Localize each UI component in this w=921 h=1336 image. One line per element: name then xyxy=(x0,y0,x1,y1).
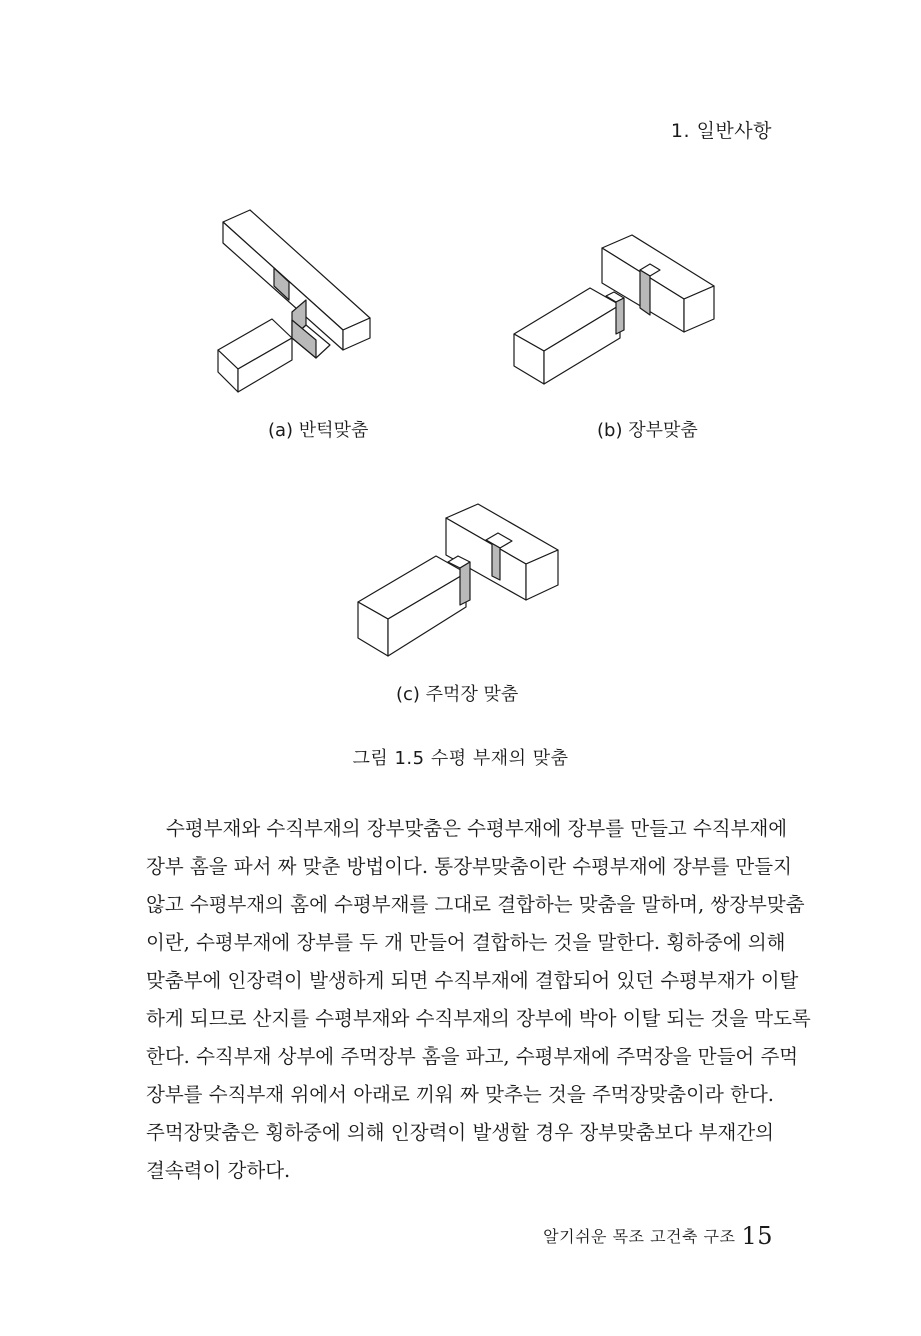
section-header: 1. 일반사항 xyxy=(670,120,772,142)
body-line: 장부 홈을 파서 짜 맞춘 방법이다. 통장부맞춤이란 수평부재에 장부를 만들지 xyxy=(146,855,792,878)
figure-c-label: (c) 주먹장 맞춤 xyxy=(396,684,519,705)
body-line: 맞춤부에 인장력이 발생하게 되면 수직부재에 결합되어 있던 수평부재가 이탈 xyxy=(146,969,799,992)
figure-dovetail-joint xyxy=(352,500,564,662)
body-line: 주먹장맞춤은 횡하중에 의해 인장력이 발생할 경우 장부맞춤보다 부재간의 xyxy=(146,1121,774,1144)
page-number: 15 xyxy=(741,1222,773,1250)
body-line: 한다. 수직부재 상부에 주먹장부 홈을 파고, 수평부재에 주먹장을 만들어 주먹 xyxy=(146,1045,799,1068)
figure-tenon-joint xyxy=(508,230,720,390)
book-title: 알기쉬운 목조 고건축 구조 xyxy=(543,1227,736,1246)
body-line: 않고 수평부재의 홈에 수평부재를 그대로 결합하는 맞춤을 말하며, 쌍장부맞춤 xyxy=(146,893,805,916)
figure-a-label: (a) 반턱맞춤 xyxy=(268,420,369,441)
page-footer xyxy=(543,1222,773,1250)
body-line: 장부를 수직부재 위에서 아래로 끼워 짜 맞추는 것을 주먹장맞춤이라 한다. xyxy=(146,1083,774,1106)
figure-caption: 그림 1.5 수평 부재의 맞춤 xyxy=(352,748,569,769)
figure-half-lap-joint xyxy=(214,206,374,396)
body-line: 이란, 수평부재에 장부를 두 개 만들어 결합하는 것을 말한다. 횡하중에 의해 xyxy=(146,931,786,954)
body-line: 하게 되므로 산지를 수평부재와 수직부재의 장부에 박아 이탈 되는 것을 막도록 xyxy=(146,1007,811,1030)
body-line: 수평부재와 수직부재의 장부맞춤은 수평부재에 장부를 만들고 수직부재에 xyxy=(166,817,788,840)
body-line: 결속력이 강하다. xyxy=(146,1159,291,1182)
figure-b-label: (b) 장부맞춤 xyxy=(597,420,698,441)
body-paragraph xyxy=(146,810,811,1190)
